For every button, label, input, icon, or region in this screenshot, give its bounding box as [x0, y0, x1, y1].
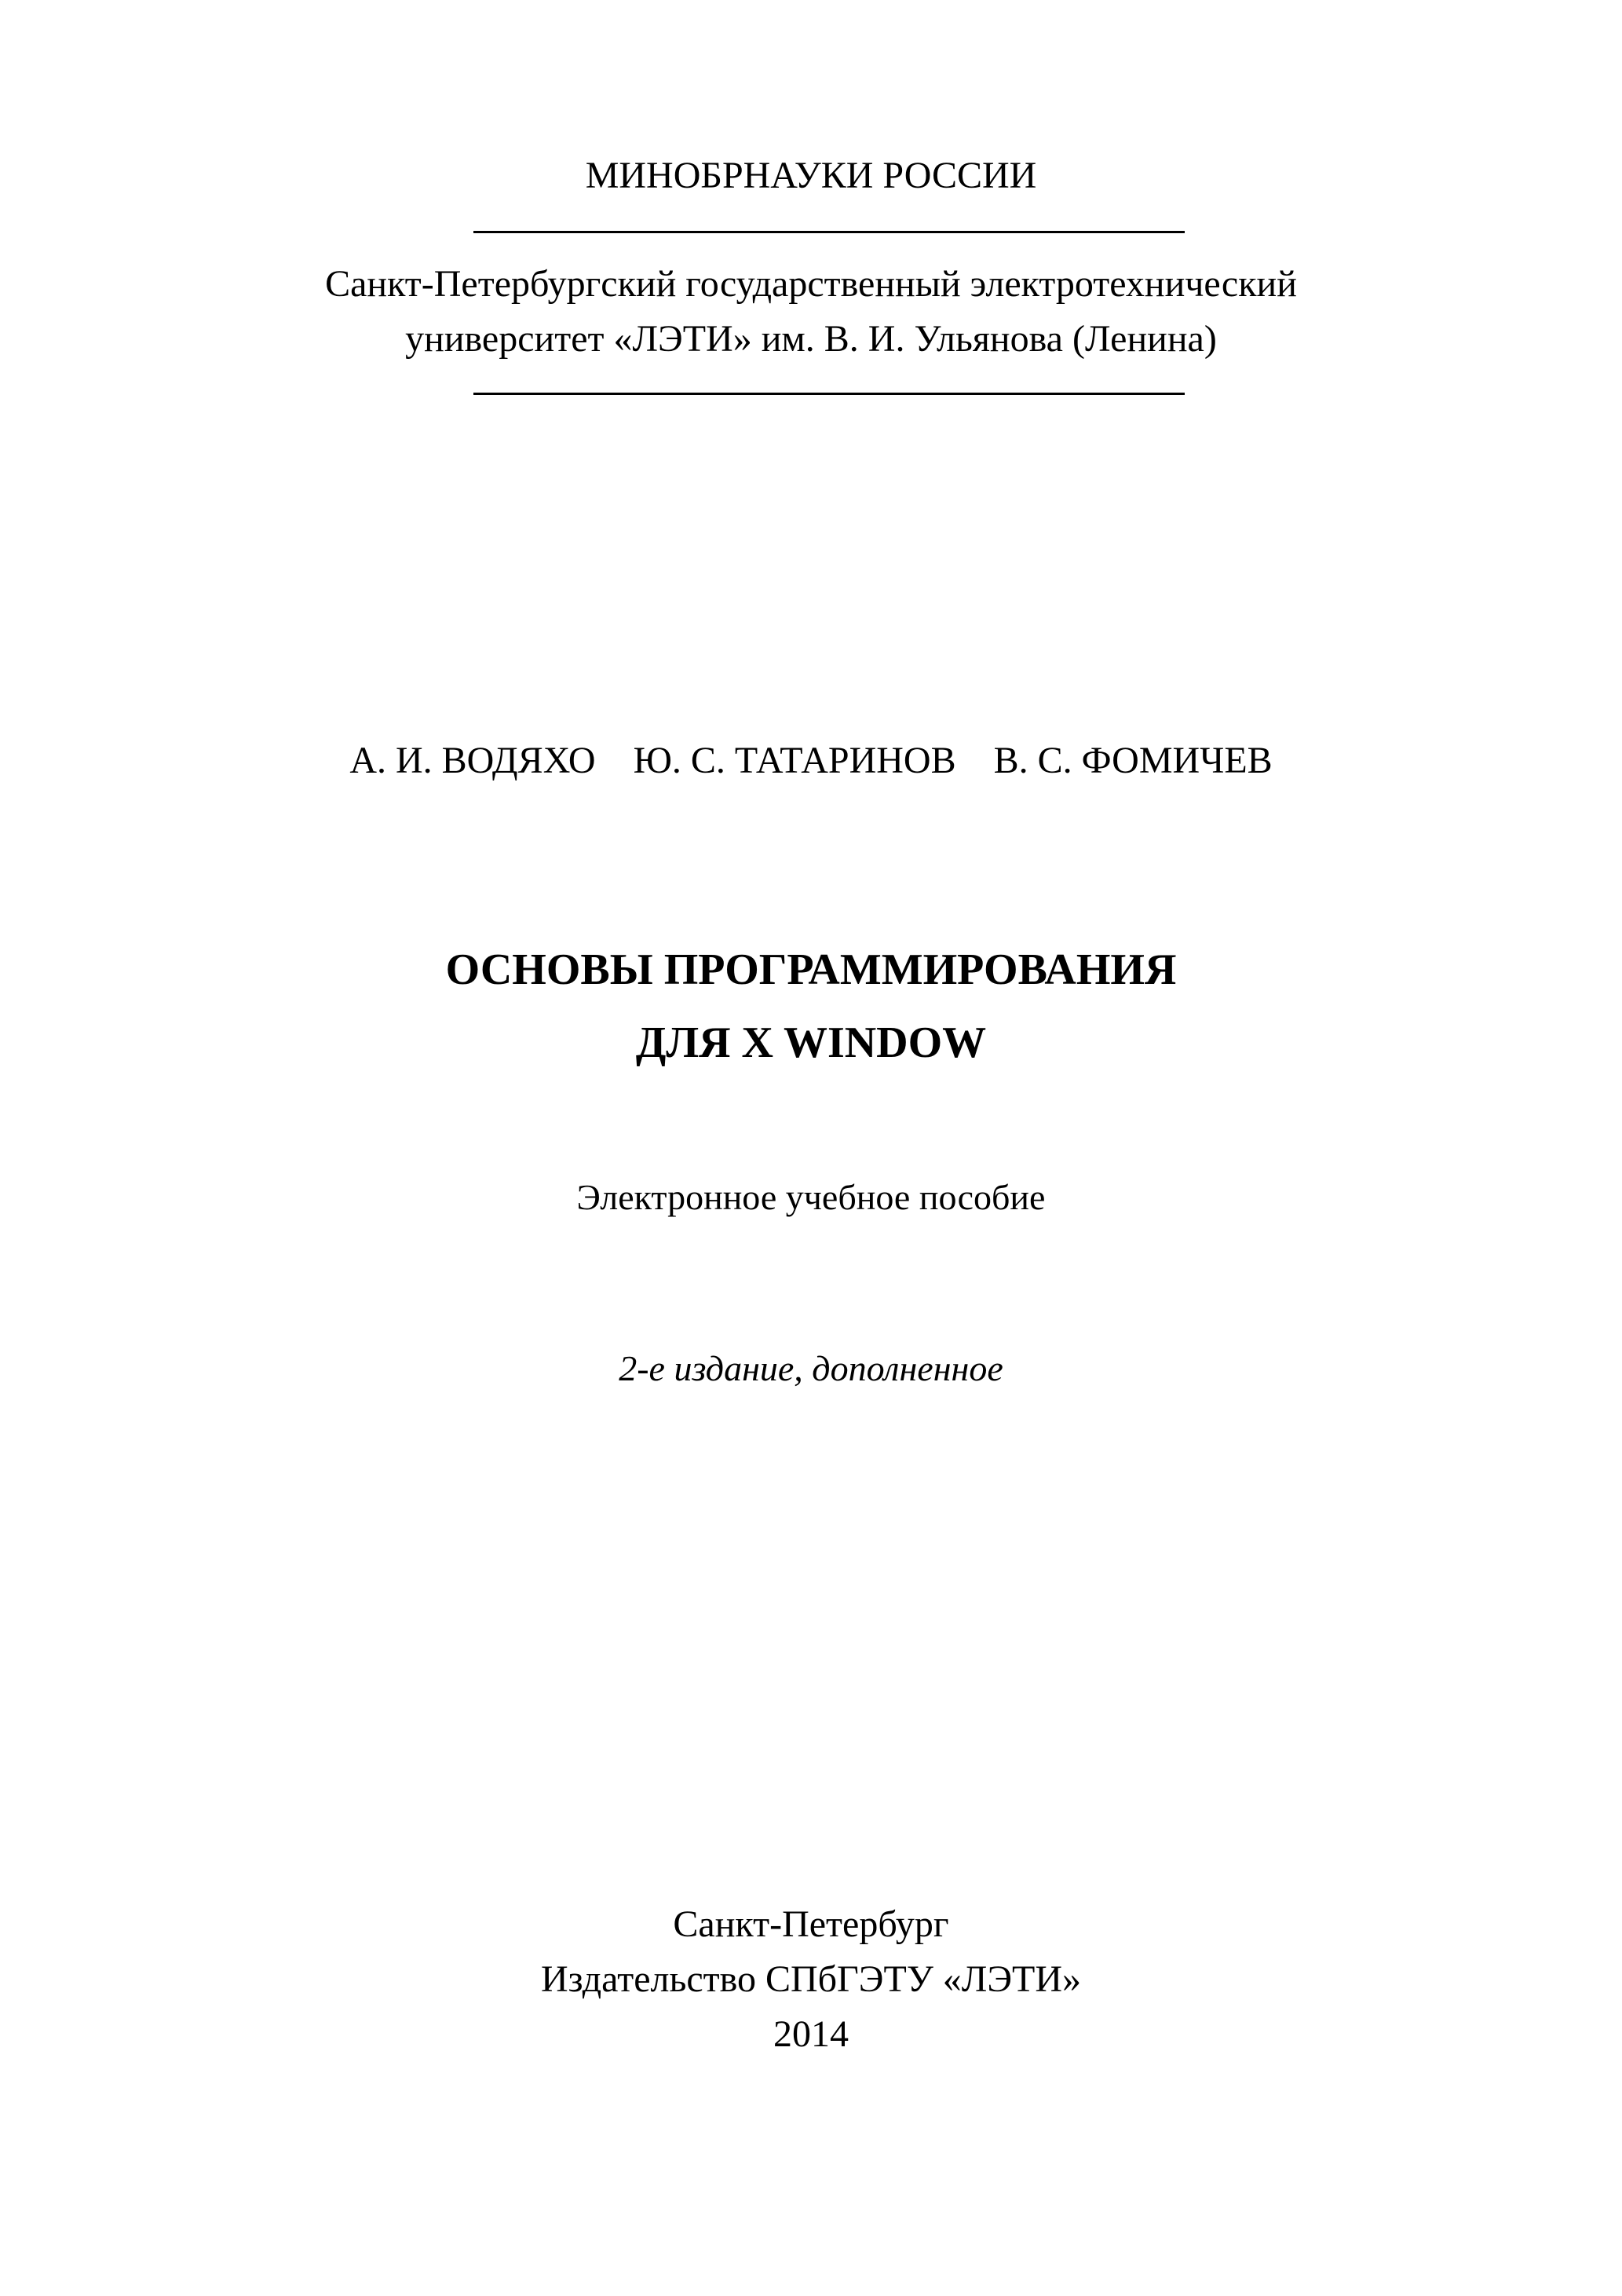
imprint-publisher: Издательство СПбГЭТУ «ЛЭТИ» [540, 1958, 1082, 2000]
book-title-line-2: ДЛЯ X WINDOW [635, 1018, 987, 1067]
imprint-year: 2014 [773, 2013, 849, 2055]
book-title-line-1: ОСНОВЫ ПРОГРАММИРОВАНИЯ [445, 945, 1177, 994]
ministry-name: МИНОБРНАУКИ РОССИИ [585, 155, 1037, 196]
book-subtitle: Электронное учебное пособие [576, 1177, 1046, 1217]
university-name-line-1: Санкт-Петербургский государственный электротехнический [325, 263, 1297, 305]
header-rule-bottom [473, 393, 1185, 395]
edition-note: 2-е издание, дополненное [619, 1348, 1003, 1388]
author-1: А. И. ВОДЯХО [349, 740, 596, 781]
imprint-city: Санкт-Петербург [673, 1903, 949, 1945]
author-3: В. С. ФОМИЧЕВ [993, 740, 1273, 781]
university-name-line-2: университет «ЛЭТИ» им. В. И. Ульянова (Ленина) [405, 318, 1217, 360]
header-rule-top [473, 231, 1185, 233]
authors-line [0, 742, 1622, 780]
author-2: Ю. С. ТАТАРИНОВ [633, 740, 956, 781]
